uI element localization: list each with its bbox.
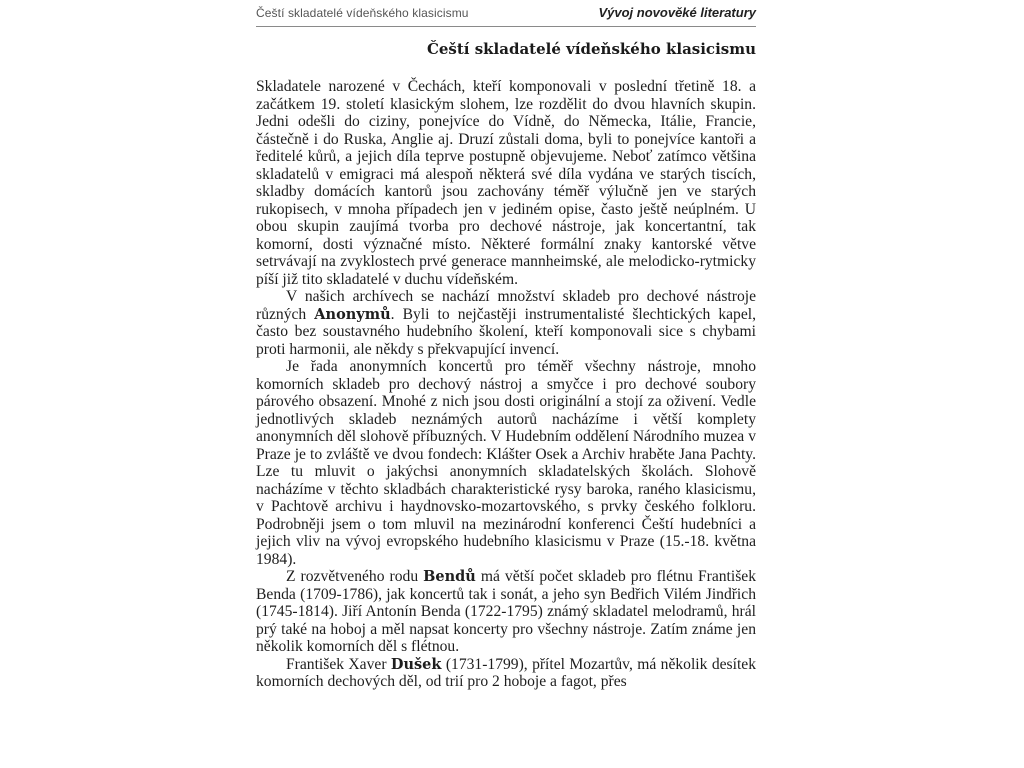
paragraph-text: (1731-1799), přítel Mozartův, má několik desítek komorních dechových děl, od trií pro 2 hoboje a fagot, přes	[256, 655, 756, 690]
bold-term-bendu: Bendů	[423, 568, 476, 585]
body-text	[256, 78, 756, 691]
paragraph-text: má větší počet skladeb pro flétnu František Benda (1709-1786), jak koncertů tak i sonát, a jeho syn Bedřich Vilém Jindřich (1745-1814). Jiří Antonín Benda (1722-1795) známý skladatel melodramů, hrál prý také na hoboj a měl napsat koncerty pro všechny nástroje. Zatím známe jen několik komorních děl s flétnou.	[256, 568, 756, 655]
paragraph-5	[256, 656, 756, 691]
running-header	[256, 4, 756, 27]
paragraph-3	[256, 358, 756, 568]
paragraph-text: Z rozvětveného rodu	[286, 568, 424, 585]
bold-term-dusek: Dušek	[390, 655, 442, 673]
running-header-left: Čeští skladatelé vídeňského klasicismu	[256, 6, 469, 20]
paragraph-2	[256, 288, 756, 358]
book-page	[254, 0, 756, 768]
paragraph-text: František Xaver	[286, 655, 391, 673]
paragraph-4	[256, 568, 756, 656]
running-header-right: Vývoj novověké literatury	[598, 5, 756, 20]
paragraph-1	[256, 78, 756, 288]
bold-term-anonymu: Anonymů	[314, 305, 391, 323]
paragraph-text: Skladatele narozené v Čechách, kteří komponovali v poslední třetině 18. a začátkem 19. století klasickým slohem, lze rozdělit do dvou hlavních skupin. Jedni odešli do ciziny, ponejvíce do Vídně, do Německa, Itálie, Francie, částečně i do Ruska, Anglie aj. Druzí zůstali doma, byli to ponejvíce kantoři a ředitelé kůrů, a jejich díla teprve postupně objevujeme. Neboť zatímco většina skladatelů v emigraci má alespoň některá své díla vydána ve starých tiscích, skladby domácích kantorů jsou zachovány téměř výlučně jen ve starých rukopisech, v mnoha případech jen v jediném opise, často ještě neúplném. U obou skupin zaujímá tvorba pro dechové nástroje, jak koncertantní, tak komorní, dosti význačné místo. Některé formální znaky kantorské větve setrvávají na zvyklostech prvé generace mannheimské, ale melodicko-rytmicky píší již tito skladatelé v duchu vídeňském.	[256, 78, 756, 288]
paragraph-text: . Byli to nejčastěji instrumentalisté šlechtických kapel, často bez soustavného hudebního školení, kteří komponovali sice s chybami proti harmonii, ale někdy s překvapující invencí.	[256, 305, 757, 358]
paragraph-text: Je řada anonymních koncertů pro téměř všechny nástroje, mnoho komorních skladeb pro dechový nástroj a smyčce i pro dechové soubory párového obsazení. Mnohé z nich jsou dosti originální a stojí za oživení. Vedle jednotlivých skladeb neznámých autorů nacházíme i větší komplety anonymních děl slohově příbuzných. V Hudebním oddělení Národního muzea v Praze je to zvláště ve dvou fondech: Klášter Osek a Archiv hraběte Jana Pachty. Lze tu mluvit o jakýchsi anonymních skladatelských školách. Slohově nacházíme v těchto skladbách charakteristické rysy baroka, raného klasicismu, v Pachtově archivu i haydnovsko-mozartovského, s prvky českého folkloru. Podrobněji jsem o tom mluvil na mezinárodní konferenci Čeští hudebníci a jejich vliv na vývoj evropského hudebního klasicismu v Praze (15.-18. května 1984).	[256, 358, 756, 568]
section-title: Čeští skladatelé vídeňského klasicismu	[426, 40, 756, 58]
paragraph-text: V našich archívech se nachází množství skladeb pro dechové nástroje různých	[256, 288, 756, 323]
